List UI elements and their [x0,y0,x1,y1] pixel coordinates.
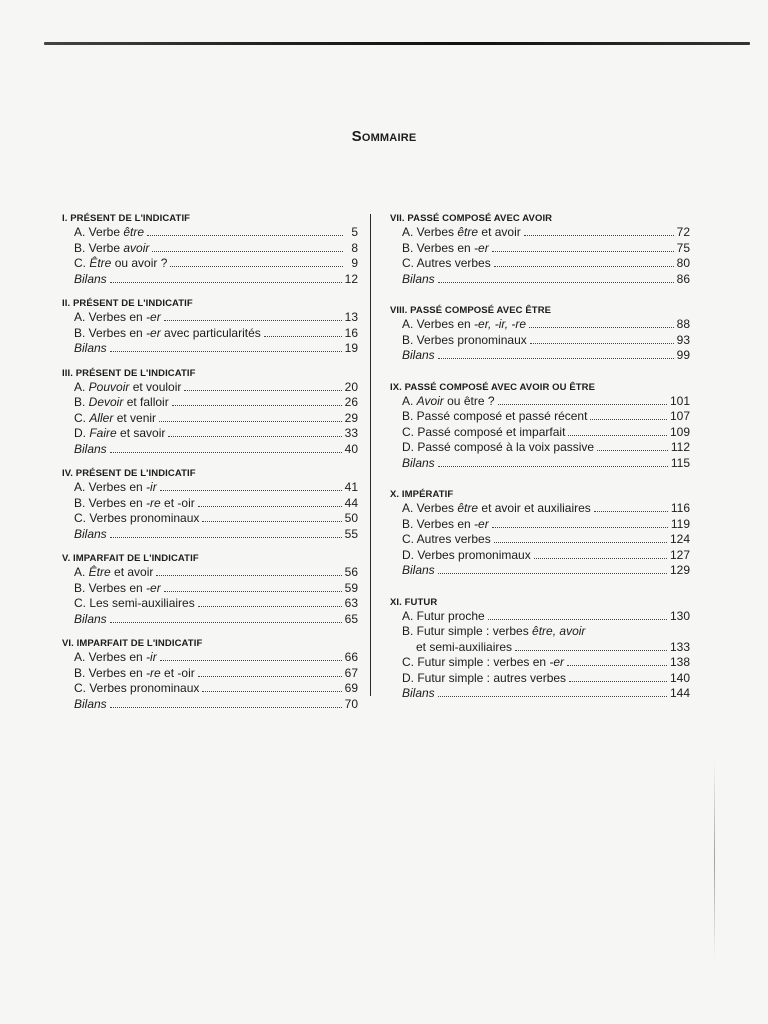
dot-leader [159,412,342,422]
entry-label-text: C. Passé composé et imparfait [402,424,566,439]
entry-label-rest: et venir [113,410,157,425]
entry-label-text: C. Verbes pronominaux [74,511,200,525]
entry-label [74,442,107,458]
entry-label [402,456,435,472]
entry-label [402,348,435,364]
entry-label-italic: -ir [146,650,157,664]
dot-leader [198,667,342,677]
entry-label-italic: Bilans [74,271,107,286]
entry-label [74,697,107,713]
page-number: 72 [676,225,690,239]
toc-bilans-entry [62,442,358,458]
toc-entry [390,517,690,533]
entry-label-text: B. Verbes en [74,325,147,340]
entry-label [402,317,526,333]
toc-bilans-entry [62,341,358,357]
toc-section [390,212,690,287]
entry-label-italic: -er [549,655,565,669]
toc-bilans-entry [62,612,358,628]
entry-label [74,272,107,288]
entry-label-text: C. Verbes pronominaux [74,681,200,695]
entry-label-italic: Faire [89,426,117,440]
page-number: 69 [344,681,358,695]
entry-label-italic: Bilans [402,455,435,470]
entry-label [74,426,165,442]
page-number: 8 [351,240,358,255]
entry-label [74,411,156,427]
dot-leader [529,318,674,328]
entry-label [402,532,491,548]
dot-leader [198,497,342,507]
dot-leader [492,242,674,252]
section-heading: VII. PASSÉ COMPOSÉ AVEC AVOIR [390,213,553,224]
page-number: 40 [344,441,358,456]
entry-label [74,565,153,581]
page-number: 127 [669,547,690,562]
page-number: 116 [670,501,690,515]
page-number: 50 [344,511,358,525]
entry-label [402,671,566,687]
dot-leader [164,582,342,592]
page-number: 20 [344,379,358,394]
entry-label-text: A. [402,393,417,408]
page-number: 56 [344,565,358,579]
entry-label-italic: Bilans [402,563,435,577]
toc-entry [390,409,690,425]
dot-leader [567,656,667,666]
page-number: 75 [676,240,690,255]
entry-label-text: C. Autres verbes [402,256,491,270]
toc-entry [62,480,358,496]
page-number: 5 [351,225,358,239]
toc-section [62,467,358,542]
entry-label-italic: être [457,501,479,515]
toc-bilans-entry [390,348,690,364]
toc-entry [62,496,358,512]
entry-label [74,527,107,543]
entry-label [74,310,161,326]
toc-entry [390,333,690,349]
toc-entry [390,425,690,441]
entry-label-italic: être, avoir [532,624,586,638]
entry-label-text: C. [74,256,90,270]
section-heading: XI. FUTUR [390,596,438,608]
entry-label-italic: être [457,225,479,239]
dot-leader [597,441,668,451]
entry-label-rest: et avoir et auxiliaires [478,501,591,515]
entry-label-text: B. Passé composé et passé récent [402,409,588,423]
page-edge-mark [714,760,715,960]
toc-bilans-entry [390,686,690,702]
entry-label-text: B. Verbes en [402,240,475,255]
page-number: 65 [344,611,358,626]
entry-label [402,225,521,241]
entry-label-text: A. Verbes en [74,310,147,324]
page-number: 26 [344,395,358,409]
dot-leader [515,641,667,651]
entry-label-italic: être [123,225,145,239]
entry-label [74,612,107,628]
section-heading: I. PRÉSENT DE L'INDICATIF [62,213,191,224]
page-number: 55 [344,526,358,541]
entry-label-italic: Bilans [74,441,107,456]
entry-label [402,609,485,625]
page-number: 13 [344,310,358,324]
dot-leader [534,549,667,559]
entry-label [402,333,527,349]
entry-label [74,326,261,342]
entry-label-rest: et savoir [116,426,166,440]
page-number: 119 [670,516,690,531]
entry-label-text: A. [74,379,89,394]
entry-label [402,655,564,671]
toc-bilans-entry [62,527,358,543]
dot-leader [147,226,343,236]
entry-label [402,624,585,640]
entry-label [416,640,512,656]
page-number: 66 [344,650,358,664]
entry-label-italic: Pouvoir [88,379,130,394]
entry-label-rest: avec particularités [160,325,261,340]
entry-label [74,241,149,257]
toc-entry [390,317,690,333]
entry-label-text: A. Verbes en [402,317,475,331]
toc-entry [390,532,690,548]
page-number: 29 [344,410,358,425]
dot-leader [438,273,674,283]
entry-label [74,511,199,527]
toc-section [62,212,358,287]
entry-label-rest: et -oir [160,495,195,510]
toc-section [62,552,358,627]
page-number: 44 [344,495,358,510]
toc-entry [390,640,690,656]
entry-label-text: C. Autres verbes [402,532,491,546]
dot-leader [494,257,674,267]
entry-label-text: D. Passé composé à la voix passive [402,440,595,454]
entry-label [402,563,435,579]
entry-label-rest: et vouloir [129,379,182,394]
toc-entry [62,326,358,342]
toc-section [62,637,358,712]
toc-entry [62,426,358,442]
dot-leader [110,273,342,283]
dot-leader [488,610,667,620]
page-number: 86 [676,271,690,286]
dot-leader [530,334,674,344]
dot-leader [569,672,667,682]
entry-label [74,225,144,241]
dot-leader [110,613,342,623]
dot-leader [170,257,343,267]
toc-entry [62,650,358,666]
entry-label [74,581,161,597]
entry-label [402,517,489,533]
dot-leader [568,426,667,436]
toc-entry [62,666,358,682]
page-number: 33 [344,426,358,440]
section-heading: X. IMPÉRATIF [390,489,454,500]
column-divider [370,214,371,696]
entry-label-italic: avoir [123,240,150,255]
entry-label [74,341,107,357]
toc-entry [62,511,358,527]
entry-label [402,256,491,272]
toc-entry [390,655,690,671]
page-number: 115 [670,455,690,470]
entry-label [74,650,157,666]
dot-leader [110,443,342,453]
toc-entry [390,225,690,241]
entry-label [402,241,489,257]
entry-label [402,548,531,564]
entry-label-italic: Bilans [402,271,435,286]
entry-label-text: A. Verbe [74,225,124,239]
entry-label-text: B. Verbe [74,240,124,255]
entry-label [402,409,587,425]
dot-leader [110,698,342,708]
entry-label [74,380,181,396]
section-heading: VIII. PASSÉ COMPOSÉ AVEC ÊTRE [390,305,552,316]
dot-leader [198,597,342,607]
dot-leader [160,481,342,491]
toc-entry [62,380,358,396]
toc-entry [390,548,690,564]
entry-label [402,686,435,702]
toc-entry [62,256,358,272]
toc-entry [62,395,358,411]
entry-label-rest: ou avoir ? [111,256,168,270]
page-number: 130 [669,608,690,623]
dot-leader [438,687,667,697]
page-title: Sommaire [351,128,417,145]
toc-entry [62,681,358,697]
toc-entry [390,440,690,456]
page-number: 12 [344,271,358,286]
entry-label-text: A. Verbes en [74,480,147,494]
page-number: 101 [669,393,690,408]
entry-label-italic: -er [146,580,161,595]
section-heading: IX. PASSÉ COMPOSÉ AVEC AVOIR OU ÊTRE [390,381,596,393]
entry-label-italic: Devoir [88,395,124,409]
toc-left-column [62,212,358,722]
toc-entry [62,225,358,241]
section-heading: II. PRÉSENT DE L'INDICATIF [62,298,193,309]
toc-right-column [390,212,690,719]
toc-section [390,381,690,472]
entry-label [74,666,195,682]
toc-section [390,304,690,364]
dot-leader [202,512,341,522]
toc-entry [390,256,690,272]
dot-leader [438,564,667,574]
page-number: 41 [344,480,358,494]
toc-bilans-entry [390,563,690,579]
page-number: 124 [669,532,690,546]
toc-entry [390,624,690,640]
toc-bilans-entry [390,456,690,472]
entry-label-text: C. Les semi-auxiliaires [74,596,195,610]
entry-label-italic: -re [146,495,161,510]
page-number: 133 [669,639,690,654]
toc-entry [390,671,690,687]
dot-leader [160,651,342,661]
page-number: 67 [344,665,358,680]
toc-entry [390,394,690,410]
page-number: 112 [670,440,690,454]
entry-label-text: A. Verbes [402,501,458,515]
entry-label-text: C. Futur simple : verbes en [402,655,550,669]
entry-label [74,395,169,411]
page-number: 19 [344,341,358,355]
entry-label [402,425,565,441]
dot-leader [264,327,342,337]
entry-label [74,496,195,512]
entry-label-text: et semi-auxiliaires [416,639,513,654]
dot-leader [202,682,341,692]
entry-label-italic: Aller [89,410,114,425]
entry-label-italic: Bilans [74,696,107,711]
entry-label-italic: Être [88,565,111,579]
entry-label-italic: -er [474,516,489,531]
entry-label-text: B. Verbes en [74,580,147,595]
entry-label-text: B. [74,395,89,409]
page-number: 70 [344,696,358,711]
toc-bilans-entry [62,697,358,713]
toc-bilans-entry [62,272,358,288]
entry-label-italic: -er [146,310,161,324]
entry-label-italic: Bilans [402,348,435,362]
page-number: 16 [344,325,358,340]
entry-label-italic: Bilans [74,341,107,355]
dot-leader [438,457,668,467]
entry-label-text: D. [74,426,90,440]
section-heading: III. PRÉSENT DE L'INDICATIF [62,367,196,379]
page-number: 9 [351,256,358,270]
entry-label-text: B. Verbes en [74,665,147,680]
entry-label-rest: et avoir [478,225,521,239]
entry-label-text: A. Futur proche [402,608,485,623]
toc-entry [62,310,358,326]
page-number: 140 [669,670,690,685]
page-number: 88 [676,317,690,331]
entry-label-text: A. [74,565,89,579]
dot-leader [110,342,342,352]
page-number: 99 [676,348,690,362]
page-number: 80 [676,256,690,270]
entry-label [74,256,167,272]
section-heading: IV. PRÉSENT DE L'INDICATIF [62,468,196,479]
dot-leader [590,410,667,420]
entry-label-italic: Bilans [74,526,107,541]
entry-label [402,394,495,410]
dot-leader [152,242,343,252]
top-rule [44,42,750,45]
toc-entry [390,241,690,257]
page-number: 144 [669,686,690,700]
page-number: 109 [669,424,690,439]
entry-label-text: A. Verbes [402,225,458,239]
section-heading: VI. IMPARFAIT DE L'INDICATIF [62,638,203,649]
toc-entry [62,581,358,597]
entry-label-text: C. [74,410,90,425]
dot-leader [524,226,674,236]
dot-leader [184,381,341,391]
dot-leader [438,349,674,359]
entry-label-rest: ou être ? [443,393,495,408]
toc-entry [390,609,690,625]
toc-entry [62,241,358,257]
section-heading: V. IMPARFAIT DE L'INDICATIF [62,553,199,564]
entry-label [402,440,594,456]
dot-leader [168,427,341,437]
entry-label-text: B. Futur simple : verbes [402,624,533,638]
entry-label [74,596,195,612]
page-number: 59 [344,580,358,595]
dot-leader [494,533,667,543]
toc-section [390,488,690,579]
entry-label-rest: et falloir [123,395,169,409]
entry-label-italic: Bilans [402,686,435,700]
entry-label [402,272,435,288]
toc-entry [62,411,358,427]
dot-leader [172,396,342,406]
dot-leader [110,528,342,538]
page-number: 93 [676,332,690,347]
entry-label-italic: -er [474,240,489,255]
toc-entry [390,501,690,517]
entry-label-rest: et -oir [160,665,195,680]
entry-label-text: D. Verbes promonimaux [402,547,531,562]
dot-leader [156,566,341,576]
dot-leader [498,395,667,405]
toc-section [62,367,358,458]
dot-leader [492,518,668,528]
entry-label-italic: -er [146,325,161,340]
toc-section [390,596,690,702]
entry-label-italic: Être [89,256,112,270]
entry-label-italic: -re [146,665,161,680]
entry-label-rest: et avoir [110,565,154,579]
entry-label [74,480,157,496]
entry-label-text: B. Verbes pronominaux [402,332,527,347]
entry-label-italic: -er, -ir, -re [474,317,527,331]
entry-label-italic: Avoir [416,393,444,408]
page-number: 129 [669,563,690,577]
entry-label-text: B. Verbes en [402,516,475,531]
page-number: 107 [669,409,690,423]
entry-label-italic: -ir [146,480,157,494]
entry-label [402,501,591,517]
dot-leader [594,502,668,512]
entry-label [74,681,199,697]
entry-label-text: D. Futur simple : autres verbes [402,670,567,685]
toc-entry [62,565,358,581]
page-number: 63 [344,596,358,610]
entry-label-italic: Bilans [74,611,107,626]
entry-label-text: B. Verbes en [74,495,147,510]
toc-section [62,297,358,357]
page-number: 138 [669,655,690,669]
entry-label-text: A. Verbes en [74,650,147,664]
toc-bilans-entry [390,272,690,288]
toc-entry [62,596,358,612]
dot-leader [164,311,342,321]
